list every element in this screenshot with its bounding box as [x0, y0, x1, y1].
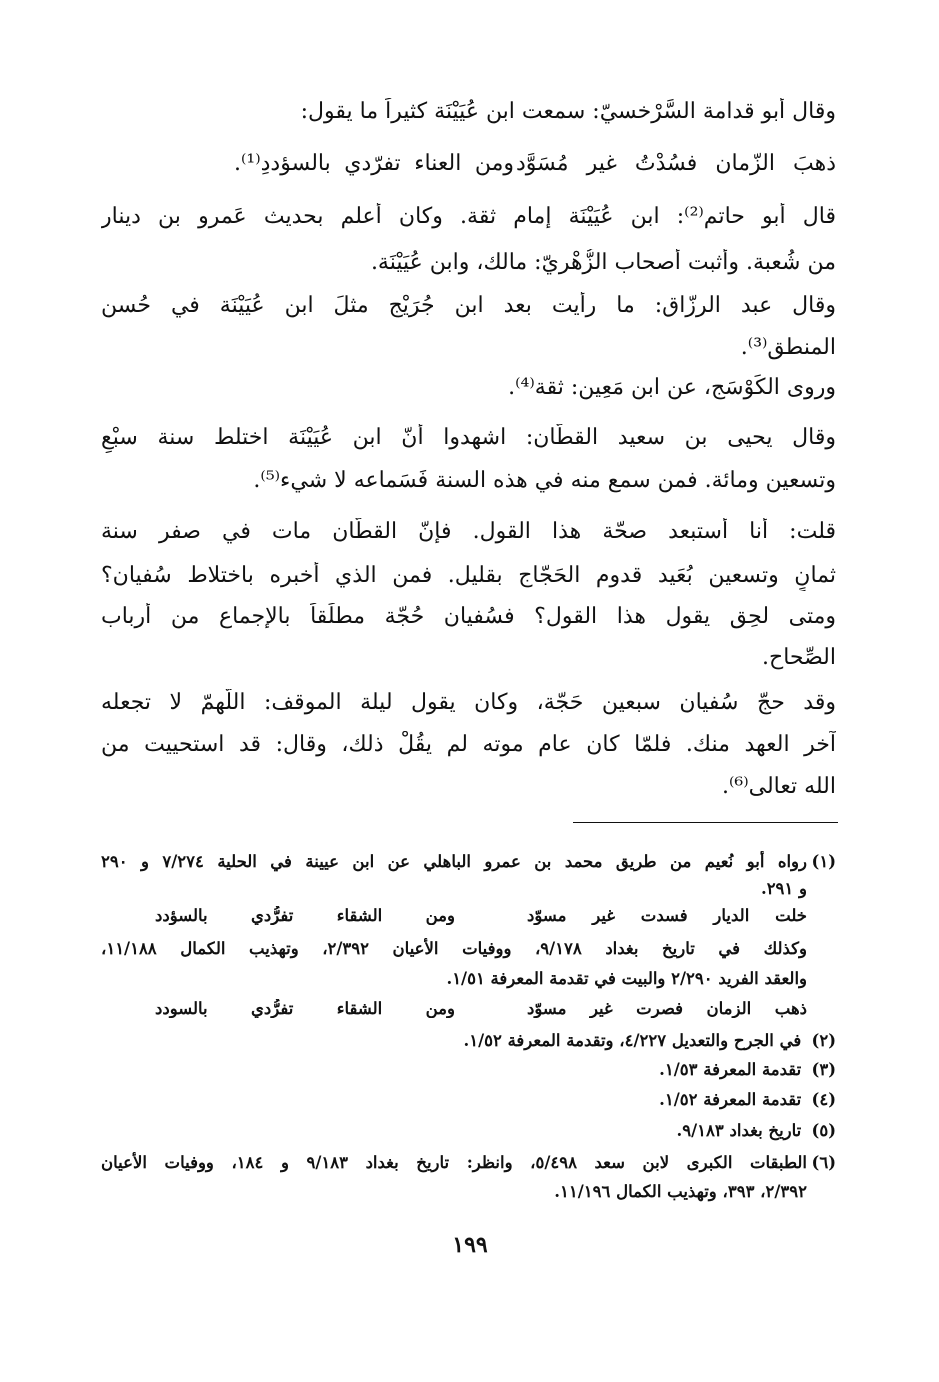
body-line-1: وقال أبو قدامة السَّرْخسيّ: سمعت ابن عُيَيْنَة كثيراً ما يقول:: [300, 99, 836, 124]
footnote-4-number: (٤): [811, 1090, 836, 1109]
footnote-5-number: (٥): [811, 1121, 836, 1140]
footnote-6-line-2: ٢/٣٩٢، ٣٩٣، وتهذيب الكمال ١١/١٩٦.: [554, 1182, 807, 1201]
footnote-4-text: تقدمة المعرفة ١/٥٢.: [659, 1090, 802, 1109]
footnote-1: [101, 851, 836, 872]
page-number: ١٩٩: [452, 1232, 488, 1258]
footnote-3-text: تقدمة المعرفة ١/٥٣.: [659, 1060, 802, 1079]
body-line-14: آخر العهد منك. فلمّا كان عام موته لم يقُلْ ذلك، وقال: قد استحييت من: [101, 732, 836, 757]
body-line-9: قلت: أنا أستبعد صحّة هذا القول. فإنّ القطّان مات في صفر سنة: [101, 519, 836, 544]
body-line-3: من شُعبة. وأثبت أصحاب الزُّهْريّ: مالك، وابن عُيَيْنَة.: [370, 250, 836, 275]
footnote-2-text: في الجرح والتعديل ٤/٢٢٧، وتقدمة المعرفة ١/٥٢.: [463, 1031, 802, 1050]
footnote-5: [101, 1120, 836, 1141]
body-line-10: ثمانٍ وتسعين بُعَيد قدوم الحَجّاج بقليل. فمن الذي أخبره باختلاط سُفيان؟: [101, 563, 836, 588]
body-line-5: المنطق⁽³⁾.: [740, 335, 836, 360]
footnote-1-line-4: والعقد الفريد ٢/٢٩٠ والبيت في تقدمة المعرفة ١/٥١.: [446, 969, 807, 988]
footnote-1-number: (١): [811, 852, 836, 871]
footnote-1-verse-1-left: ومن الشقاء تفرُّدي بالسؤدد: [155, 906, 455, 925]
body-line-12: الصِّحاح.: [762, 645, 836, 670]
footnote-2: [101, 1030, 836, 1051]
footnote-6: [101, 1152, 836, 1173]
footnote-1-line-3: وكذلك في تاريخ بغداد ٩/١٧٨، ووفيات الأعيان ٢/٣٩٢، وتهذيب الكمال ١١/١٨٨،: [101, 939, 807, 958]
body-line-4: وقال عبد الرزّاق: ما رأيت بعد ابن جُرَيْج مثلَ ابن عُيَيْنَة في حُسن: [101, 293, 836, 318]
footnote-4: [101, 1089, 836, 1110]
footnote-1-verse-2-right: ذهب الزمان فصرت غير مسوّد: [527, 999, 807, 1018]
body-line-2: قال أبو حاتم⁽²⁾: ابن عُيَيْنَة إمام ثقة. وكان أعلم بحديث عَمرو بن دينار: [101, 204, 836, 229]
footnote-3: [101, 1059, 836, 1080]
footnote-6-line-1: الطبقات الكبرى لابن سعد ٥/٤٩٨، وانظر: تاريخ بغداد ٩/١٨٣ و ١٨٤، ووفيات الأعيان: [101, 1153, 808, 1172]
body-line-6: وروى الكَوْسَج، عن ابن مَعِين: ثقة⁽⁴⁾.: [508, 375, 836, 400]
footnote-1-verse-2-left: ومن الشقاء تفرُّدي بالسودد: [155, 999, 455, 1018]
body-line-8: وتسعين ومائة. فمن سمع منه في هذه السنة فَسَماعه لا شيء⁽⁵⁾.: [253, 468, 836, 493]
body-line-11: ومتى لحِق يقول هذا القول؟ فسُفيان حُجّة مطلَقاً بالإجماع من أرباب: [101, 604, 836, 629]
footnote-2-number: (٢): [811, 1031, 836, 1050]
footnote-1-line-2: و ٢٩١.: [760, 879, 807, 898]
footnote-3-number: (٣): [811, 1060, 836, 1079]
body-line-13: وقد حجّ سُفيان سبعين حَجّة، وكان يقول ليلة الموقف: اللّهمّ لا تجعله: [101, 690, 836, 715]
footnote-1-verse-1-right: خلت الديار فسدت غير مسوّد: [527, 906, 807, 925]
footnote-5-text: تاريخ بغداد ٩/١٨٣.: [676, 1121, 802, 1140]
footnote-1-line-1: رواه أبو نُعيم من طريق محمد بن عمرو الباهلي عن ابن عيينة في الحلية ٧/٢٧٤ و ٢٩٠: [101, 852, 807, 871]
body-line-15: الله تعالى⁽⁶⁾.: [721, 774, 836, 799]
verse-right-hemistich: ذهبَ الزّمان فسُدْتُ غير مُسَوَّد: [516, 151, 836, 176]
verse-left-hemistich: ومن العناء تفرّدي بالسؤددِ⁽¹⁾.: [234, 151, 514, 176]
footnote-6-number: (٦): [811, 1153, 836, 1172]
body-line-7: وقال يحيى بن سعيد القطّان: اشهدوا أنّ ابن عُيَيْنَة اختلط سنة سبْعٍ: [101, 425, 836, 450]
footnote-separator: [573, 822, 838, 823]
